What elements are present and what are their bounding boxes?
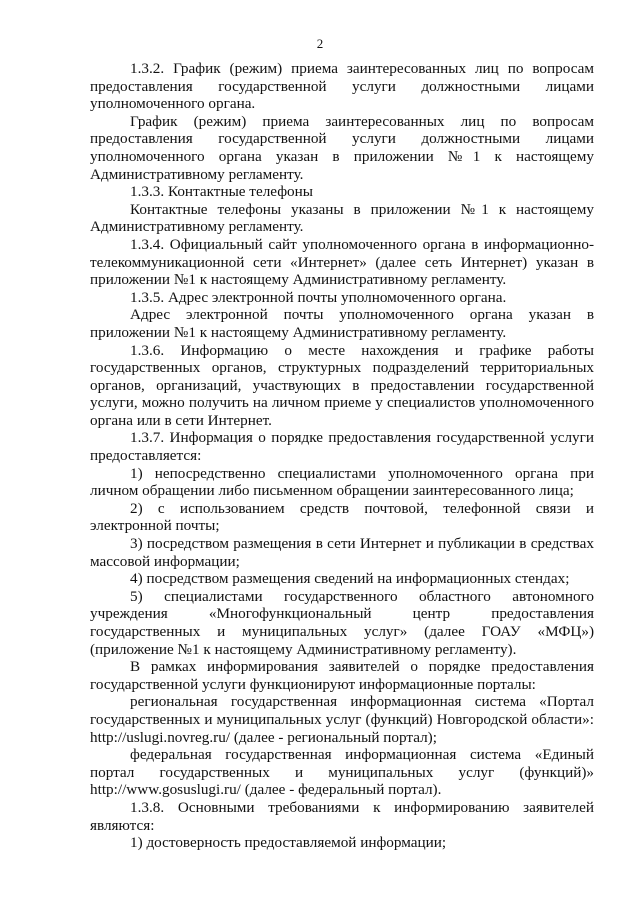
document-body — [90, 60, 594, 852]
paragraph-1-3-4-website: 1.3.4. Официальный сайт уполномоченного органа в информационно-телекоммуникационной сети «Интернет» (далее сеть Интернет) указан в приложении №1 к настоящему Административному регламенту. — [90, 235, 594, 289]
paragraph-portals-intro: В рамках информирования заявителей о порядке предоставления государственной услуги функционируют информационные порталы: — [90, 658, 594, 693]
list-item-5-mfc: 5) специалистами государственного областного автономного учреждения «Многофункциональный центр предоставления государственных и муниципальных услуг» (далее ГОАУ «МФЦ») (приложение №1 к настоящему Административному регламенту). — [90, 587, 594, 658]
paragraph-email-address: Адрес электронной почты уполномоченного органа указан в приложении №1 к настоящему Административному регламенту. — [90, 306, 594, 341]
page-number: 2 — [316, 36, 324, 51]
paragraph-1-3-2-heading: 1.3.2. График (режим) приема заинтересованных лиц по вопросам предоставления государственной услуги должностными лицами уполномоченного органа. — [90, 60, 594, 113]
paragraph-contact-phones: Контактные телефоны указаны в приложении №1 к настоящему Административному регламенту. — [90, 200, 594, 236]
paragraph-regional-portal: региональная государственная информационная система «Портал государственных и муниципальных услуг (функций) Новгородской области»: http://uslugi.novreg.ru/ (далее - региональный портал); — [90, 693, 594, 746]
paragraph-1-3-5-heading: 1.3.5. Адрес электронной почты уполномоченного органа. — [130, 288, 507, 306]
paragraph-federal-portal: федеральная государственная информационная система «Единый портал государственных и муниципальных услуг (функций)» http://www.gosuslugi.ru/ (далее - федеральный портал). — [90, 746, 594, 799]
list-item-4-info-stands: 4) посредством размещения сведений на информационных стендах; — [130, 570, 570, 588]
paragraph-1-3-3-heading: 1.3.3. Контактные телефоны — [130, 183, 313, 201]
paragraph-1-3-8-heading: 1.3.8. Основными требованиями к информированию заявителей являются: — [90, 798, 594, 834]
list-item-3-internet-media: 3) посредством размещения в сети Интернет и публикации в средствах массовой информации; — [90, 535, 594, 570]
paragraph-reception-schedule: График (режим) приема заинтересованных лиц по вопросам предоставления государственной услуги должностными лицами уполномоченного органа указан в приложении №1 к настоящему Административному регламенту. — [90, 112, 594, 183]
list-item-1-specialists: 1) непосредственно специалистами уполномоченного органа при личном обращении либо письменном обращении заинтересованного лица; — [90, 464, 594, 500]
paragraph-1-3-6-location-info: 1.3.6. Информацию о месте нахождения и графике работы государственных органов, структурных подразделений территориальных органов, организаций, участвующих в предоставлении государственной услуги, можно получить на личном приеме у специалистов уполномоченного органа или в сети Интернет. — [90, 341, 594, 429]
list-item-1-reliability: 1) достоверность предоставляемой информации; — [130, 834, 447, 852]
paragraph-1-3-7-heading: 1.3.7. Информация о порядке предоставления государственной услуги предоставляется: — [90, 429, 594, 465]
list-item-2-mail-phone: 2) с использованием средств почтовой, телефонной связи и электронной почты; — [90, 499, 594, 535]
